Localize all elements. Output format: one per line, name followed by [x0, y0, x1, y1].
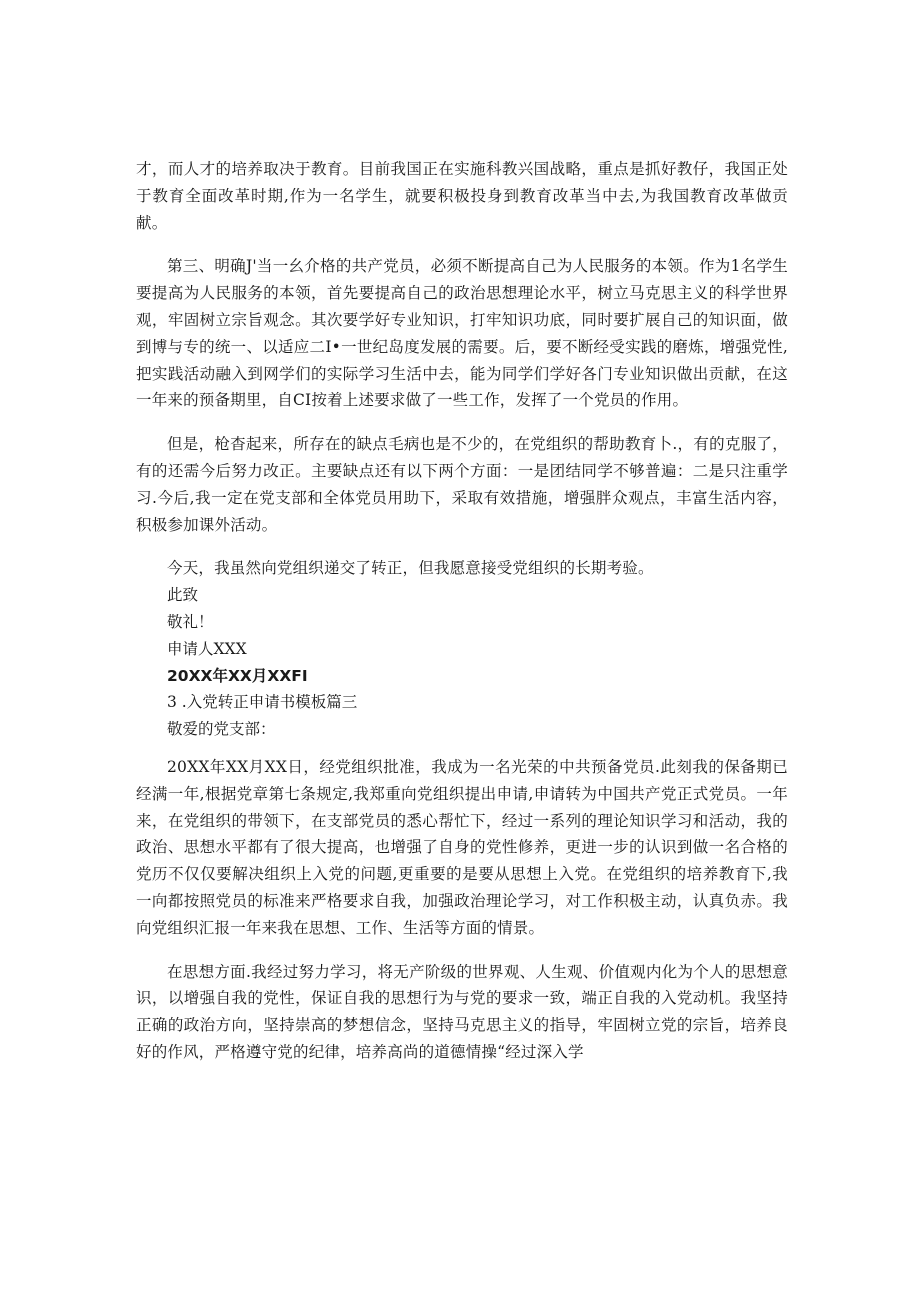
closing-jingli: 敬礼！ [167, 612, 214, 631]
section-title: 3 .入党转正申请书模板篇三 [167, 693, 358, 712]
signer-line: 申请人XXX [167, 639, 247, 658]
document-page [136, 156, 788, 1066]
paragraph-third-point: 第三、明确J'当一幺介格的共产党员，必须不断提高自己为人民服务的本领。作为1名学生要提高为人民服务的本领，首先要提高自己的政治思想理论水平，树立马克思主义的科学世界观，牢固树立宗旨观念。其次要学好专业知识，打牢知识功底，同时要扩展自己的知识面，做到博与专的统一、以适应二I•一世纪岛度发展的需要。后，要不断经受实践的磨炼，增强党性,把实践活动融入到网学们的实际学习生活中去，能为同学们学好各门专业知识做出贡献，在这一年来的预备期里，自CI按着上述要求做了一些工作，发挥了一个党员的作用。 [136, 257, 788, 410]
paragraph-thought: 在思想方面.我经过努力学习，将无产阶级的世界观、人生观、价值观内化为个人的思想意识，以增强自我的党性，保证自我的思想行为与党的要求一致，端正自我的入党动机。我坚持正确的政治方向，坚持崇高的梦想信念，坚持马克思主义的指导，牢固树立党的宗旨，培养良好的作风，严格遵守党的纪律，培养高尚的道德情操“经过深入学 [136, 962, 788, 1061]
paragraph-today: 今天，我虽然向党组织递交了转正，但我愿意接受党组织的长期考验。 [167, 559, 654, 578]
paragraph-shortcomings: 但是，枪杳起来，所存在的缺点毛病也是不少的，在党组织的帮助教育卜.，有的克服了，有的还需今后努力改正。主要缺点还有以下两个方面：一是团结同学不够普遍：二是只注重学习.今后,我一定在党支部和全体党员用助下，采取有效措施，增强胖众观点，丰富生活内容，积极参加课外活动。 [136, 435, 788, 534]
closing-cizhi: 此致 [167, 586, 199, 605]
salutation: 敬爱的党支部： [167, 720, 276, 739]
paragraph-continuation: 才，而人才的培养取决于教育。目前我国正在实施科教兴国战略，重点是抓好教仔，我国正处于教育全面改革时期,作为一名学生，就要积极投身到教育改革当中去,为我国教育改革做贡献。 [136, 160, 788, 232]
paragraph-intro: 20XX年XX月XX日，经党组织批准，我成为一名光荣的中共预备党员.此刻我的保备期已经满一年,根据党章第七条规定,我郑重向党组织提出申请,申请转为中国共产党正式党员。一年来，在党组织的带领下，在支部党员的悉心帮忙下，经过一系列的理论知识学习和活动，我的政治、思想水平都有了很大提高，也增强了自身的党性修养，更进一步的认识到做一名合格的党历不仅仅要解决组织上入党的问题,更重要的是要从思想上入党。在党组织的培养教育下,我一向都按照党员的标准来严格要求自我，加强政治理论学习，对工作积极主动，认真负赤。我向党组织汇报一年来我在思想、工作、生活等方面的情景。 [136, 757, 788, 937]
date-line: 20XX年XX月XXFI [167, 666, 308, 685]
